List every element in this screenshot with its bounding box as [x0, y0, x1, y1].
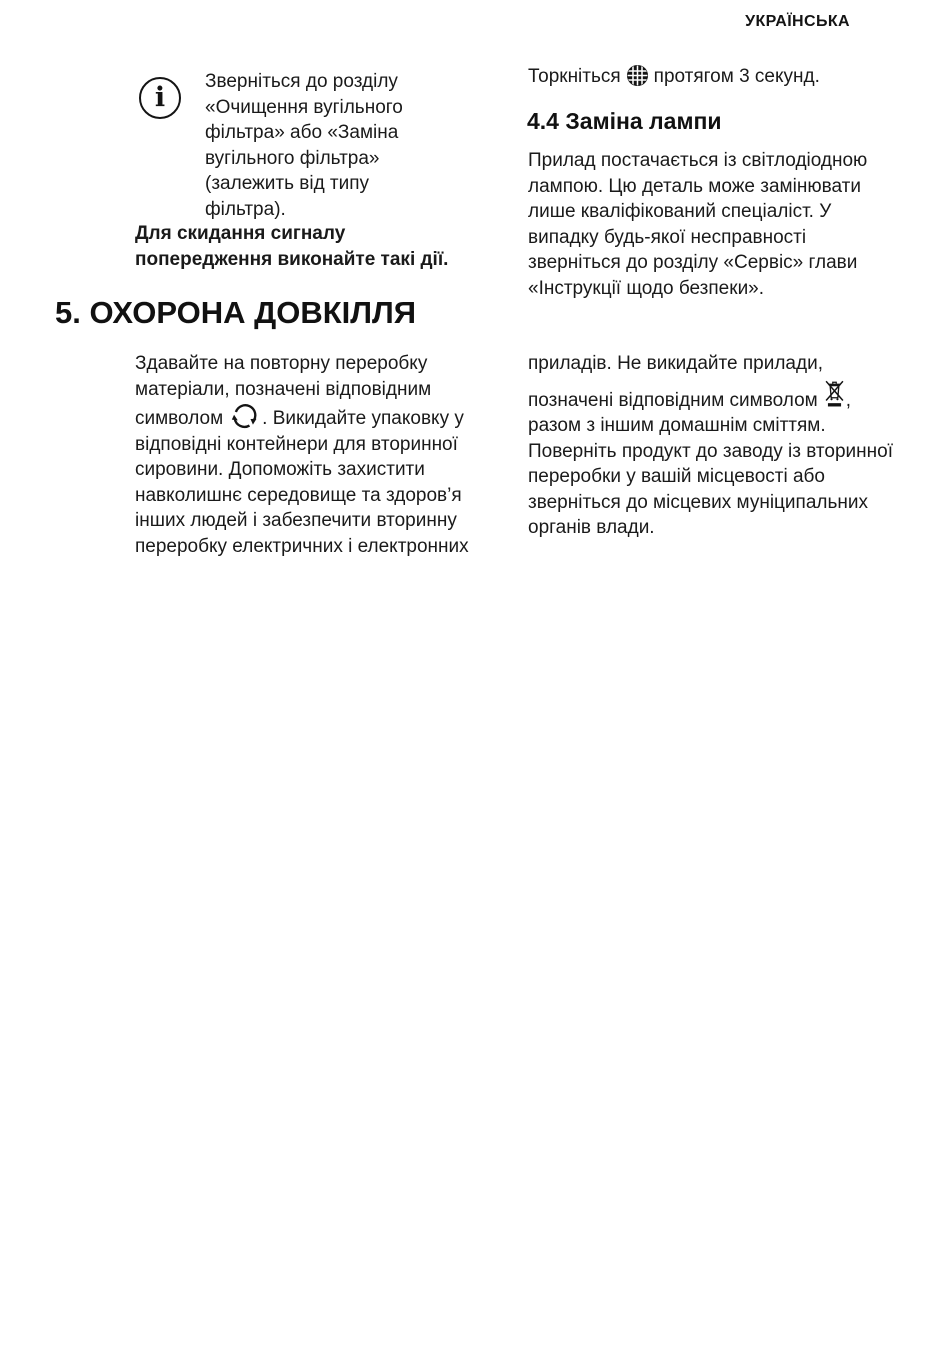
- info-icon-glyph: i: [154, 81, 166, 113]
- page-header-language: УКРАЇНСЬКА: [745, 13, 850, 30]
- info-note-text: Зверніться до розділу «Очищення вугільного фільтра» або «Заміна вугільного фільтра» (залежить від типу фільтра).: [205, 71, 403, 220]
- recycle-icon: [229, 402, 260, 431]
- section-5-heading: 5. ОХОРОНА ДОВКІЛЛЯ: [55, 295, 417, 330]
- section-4-4-body: Прилад постачається із світлодіодною лампою. Цю деталь може замінювати лише кваліфікований спеціаліст. У випадку будь-якої несправності зверніться до розділу «Сервіс» глави «Інструкції щодо безпеки».: [528, 150, 868, 299]
- environment-right-text-after: , разом з іншим домашнім сміттям. Поверніть продукт до заводу із вторинної переробки у вашій місцевості або зверніться до місцевих муніципальних органів влади.: [528, 389, 893, 538]
- section-4-4-heading: 4.4 Заміна лампи: [527, 108, 722, 134]
- touch-instruction: [528, 64, 928, 90]
- reset-instruction-text: Для скидання сигналу попередження виконайте такі дії.: [135, 223, 449, 270]
- environment-right-text-before: приладів. Не викидайте прилади, позначені відповідним символом: [528, 353, 823, 411]
- environment-right-column: [528, 351, 896, 541]
- info-icon: [139, 77, 181, 119]
- environment-left-text-after: . Викидайте упаковку у відповідні контейнери для вторинної сировини. Допоможіть захистити навколишнє середовище та здоров’я інших людей і забезпечити вторинну переробку електричних і електронних: [135, 408, 469, 557]
- touch-instruction-text-after: протягом 3 секунд.: [653, 66, 820, 87]
- environment-left-column: [135, 351, 487, 559]
- globe-grid-icon: [626, 64, 649, 87]
- environment-left-text-before: Здавайте на повторну переробку матеріали, позначені відповідним символом: [135, 353, 432, 429]
- touch-instruction-text-before: Торкніться: [528, 66, 621, 87]
- weee-crossed-bin-icon: [824, 377, 845, 409]
